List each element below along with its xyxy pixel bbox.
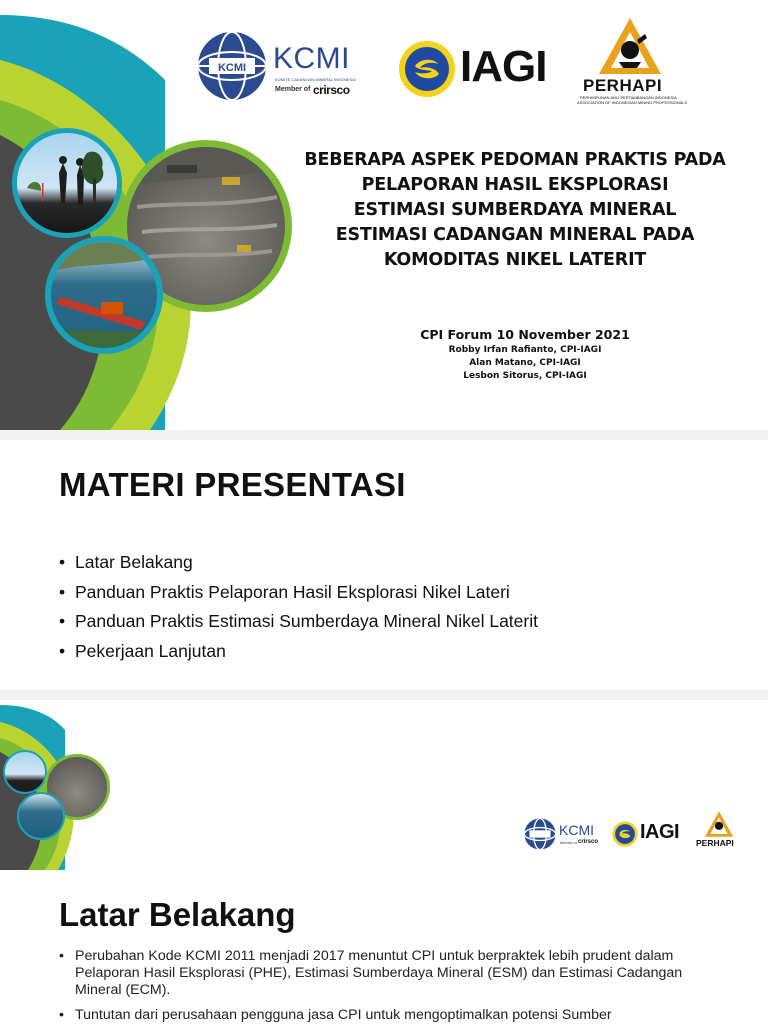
kcmi-member-of: Member of bbox=[560, 841, 577, 845]
agenda-heading: MATERI PRESENTASI bbox=[59, 466, 406, 503]
photo-people-circle bbox=[3, 750, 47, 794]
event-info bbox=[380, 326, 670, 383]
author-2: Alan Matano, CPI-IAGI bbox=[469, 358, 581, 368]
author-1: Robby Irfan Rafianto, CPI-IAGI bbox=[448, 345, 602, 355]
kcmi-crirsco: crirsco bbox=[313, 83, 350, 97]
section-heading: Latar Belakang bbox=[59, 896, 296, 933]
iagi-logo-small bbox=[612, 821, 682, 849]
background-item: • Perubahan Kode KCMI 2011 menjadi 2017 menuntut CPI untuk berpraktek lebih prudent dalam Pelaporan Hasil Eksplorasi (PHE), Estimasi Sumberdaya Mineral (ESM) dan Estimasi Cadangan Mineral (ECM). bbox=[59, 948, 719, 999]
kcmi-crirsco: crirsco bbox=[578, 839, 599, 845]
background-item: • Tuntutan dari perusahaan pengguna jasa CPI untuk mengoptimalkan potensi Sumber bbox=[59, 1007, 719, 1024]
iagi-name: IAGI bbox=[640, 821, 680, 843]
photo-barge-circle bbox=[17, 792, 65, 840]
agenda-item: • Pekerjaan Lanjutan bbox=[59, 637, 538, 667]
presentation-title bbox=[300, 148, 730, 273]
event-name: CPI Forum 10 November 2021 bbox=[420, 327, 630, 342]
agenda-list bbox=[59, 548, 538, 666]
kcmi-globe-icon bbox=[523, 817, 557, 851]
kcmi-member-of: Member of bbox=[275, 86, 311, 93]
author-3: Lesbon Sitorus, CPI-IAGI bbox=[463, 371, 587, 381]
iagi-logo bbox=[398, 40, 548, 100]
perhapi-name: PERHAPI bbox=[583, 76, 663, 95]
slide-separator bbox=[0, 430, 768, 440]
agenda-item: • Panduan Praktis Pelaporan Hasil Eksplorasi Nikel Lateri bbox=[59, 578, 538, 608]
title-slide bbox=[0, 0, 768, 430]
perhapi-triangle-icon bbox=[704, 810, 734, 838]
title-line-3: ESTIMASI SUMBERDAYA MINERAL bbox=[353, 200, 677, 220]
background-slide bbox=[0, 700, 768, 1024]
photo-barge-circle bbox=[45, 236, 163, 354]
perhapi-logo-small bbox=[694, 810, 744, 852]
photo-people-circle bbox=[12, 128, 122, 238]
slide-separator bbox=[0, 690, 768, 700]
agenda-item: • Latar Belakang bbox=[59, 548, 538, 578]
iagi-emblem-icon bbox=[612, 821, 638, 847]
perhapi-name: PERHAPI bbox=[696, 838, 734, 848]
perhapi-subtitle-en: ASSOCIATION OF INDONESIAN MINING PROFESSIONALS bbox=[577, 100, 688, 105]
svg-text:KCMI: KCMI bbox=[217, 62, 247, 74]
iagi-name: IAGI bbox=[460, 42, 547, 91]
agenda-slide bbox=[0, 440, 768, 690]
agenda-item: • Panduan Praktis Estimasi Sumberdaya Mineral Nikel Laterit bbox=[59, 607, 538, 637]
title-line-5: KOMODITAS NIKEL LATERIT bbox=[383, 250, 647, 270]
background-list bbox=[59, 948, 719, 1024]
kcmi-logo bbox=[195, 30, 370, 102]
kcmi-logo-small bbox=[523, 817, 605, 851]
kcmi-name: KCMI bbox=[559, 822, 594, 838]
perhapi-logo bbox=[577, 16, 687, 106]
kcmi-subtitle: KOMITE CADANGAN MINERAL INDONESIA bbox=[275, 77, 356, 82]
title-line-1: BEBERAPA ASPEK PEDOMAN PRAKTIS PADA bbox=[304, 150, 726, 170]
title-line-2: PELAPORAN HASIL EKSPLORASI bbox=[361, 175, 669, 195]
perhapi-triangle-icon bbox=[597, 16, 663, 76]
iagi-emblem-icon bbox=[398, 40, 456, 98]
perhapi-subtitle: PERHIMPUNAN AHLI PERTAMBANGAN INDONESIA bbox=[580, 95, 677, 100]
kcmi-globe-icon bbox=[195, 30, 269, 102]
kcmi-name: KCMI bbox=[273, 42, 350, 75]
title-line-4: ESTIMASI CADANGAN MINERAL PADA bbox=[335, 225, 695, 245]
